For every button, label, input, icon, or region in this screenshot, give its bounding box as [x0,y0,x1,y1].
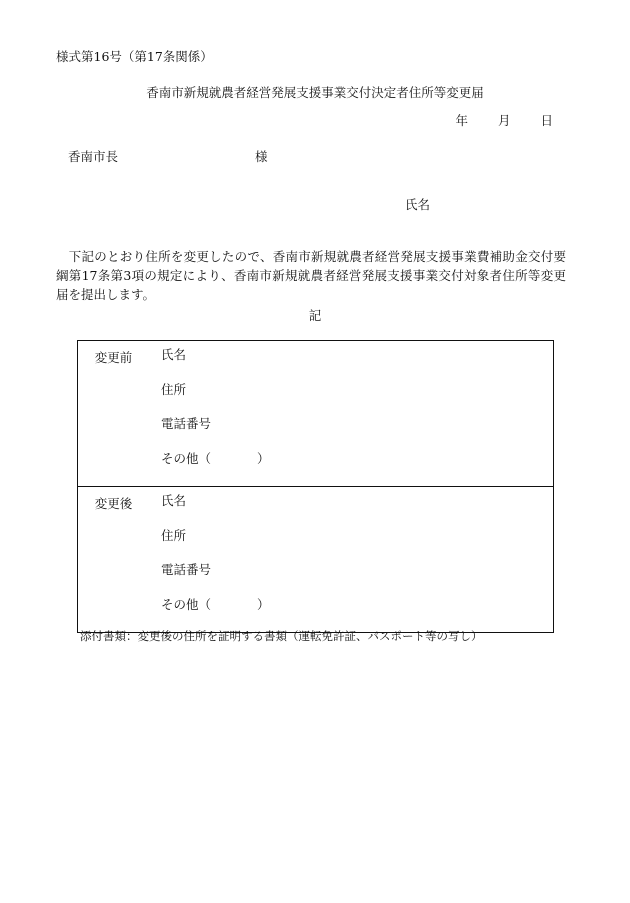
section-after [78,487,554,633]
field-other-close-before: ） [257,450,270,466]
addressee-suffix: 様 [255,149,268,164]
form-number: 様式第16号（第17条関係） [56,49,213,64]
field-phone-after: 電話番号 [161,562,212,577]
date-month-label: 月 [497,113,511,128]
field-other-open-before: その他（ [161,450,212,466]
section-fields-after [149,487,554,633]
change-table [77,340,554,633]
section-label-after: 変更後 [78,487,150,633]
field-address-after: 住所 [161,527,187,543]
field-other-open-after: その他（ [161,596,212,612]
date-line [455,111,553,129]
field-other-close-after: ） [257,596,270,612]
date-year-label: 年 [455,113,468,128]
body-paragraph [56,247,566,304]
section-before [78,341,554,487]
field-name-before: 氏名 [161,347,187,362]
body-text: 下記のとおり住所を変更したので、香南市新規就農者経営発展支援事業費補助金交付要綱第17条第3項の規定により、香南市新規就農者経営発展支援事業交付対象者住所等変更届を提出します。 [56,249,566,302]
addressee-name: 香南市長 [68,149,119,164]
field-phone-before: 電話番号 [161,416,212,431]
section-fields-before [149,341,554,487]
field-other-before [161,452,553,487]
field-other-after [161,598,553,633]
ki-heading: 記 [308,308,322,323]
applicant-name-label: 氏名 [405,197,431,212]
attachment-note: 添付書類：変更後の住所を証明する書類（運転免許証、パスポート等の写し） [80,629,483,643]
form-title: 香南市新規就農者経営発展支援事業交付決定者住所等変更届 [146,85,484,100]
section-label-before: 変更前 [78,341,150,487]
field-name-after: 氏名 [161,493,187,508]
field-address-before: 住所 [161,381,187,397]
date-day-label: 日 [540,113,553,128]
